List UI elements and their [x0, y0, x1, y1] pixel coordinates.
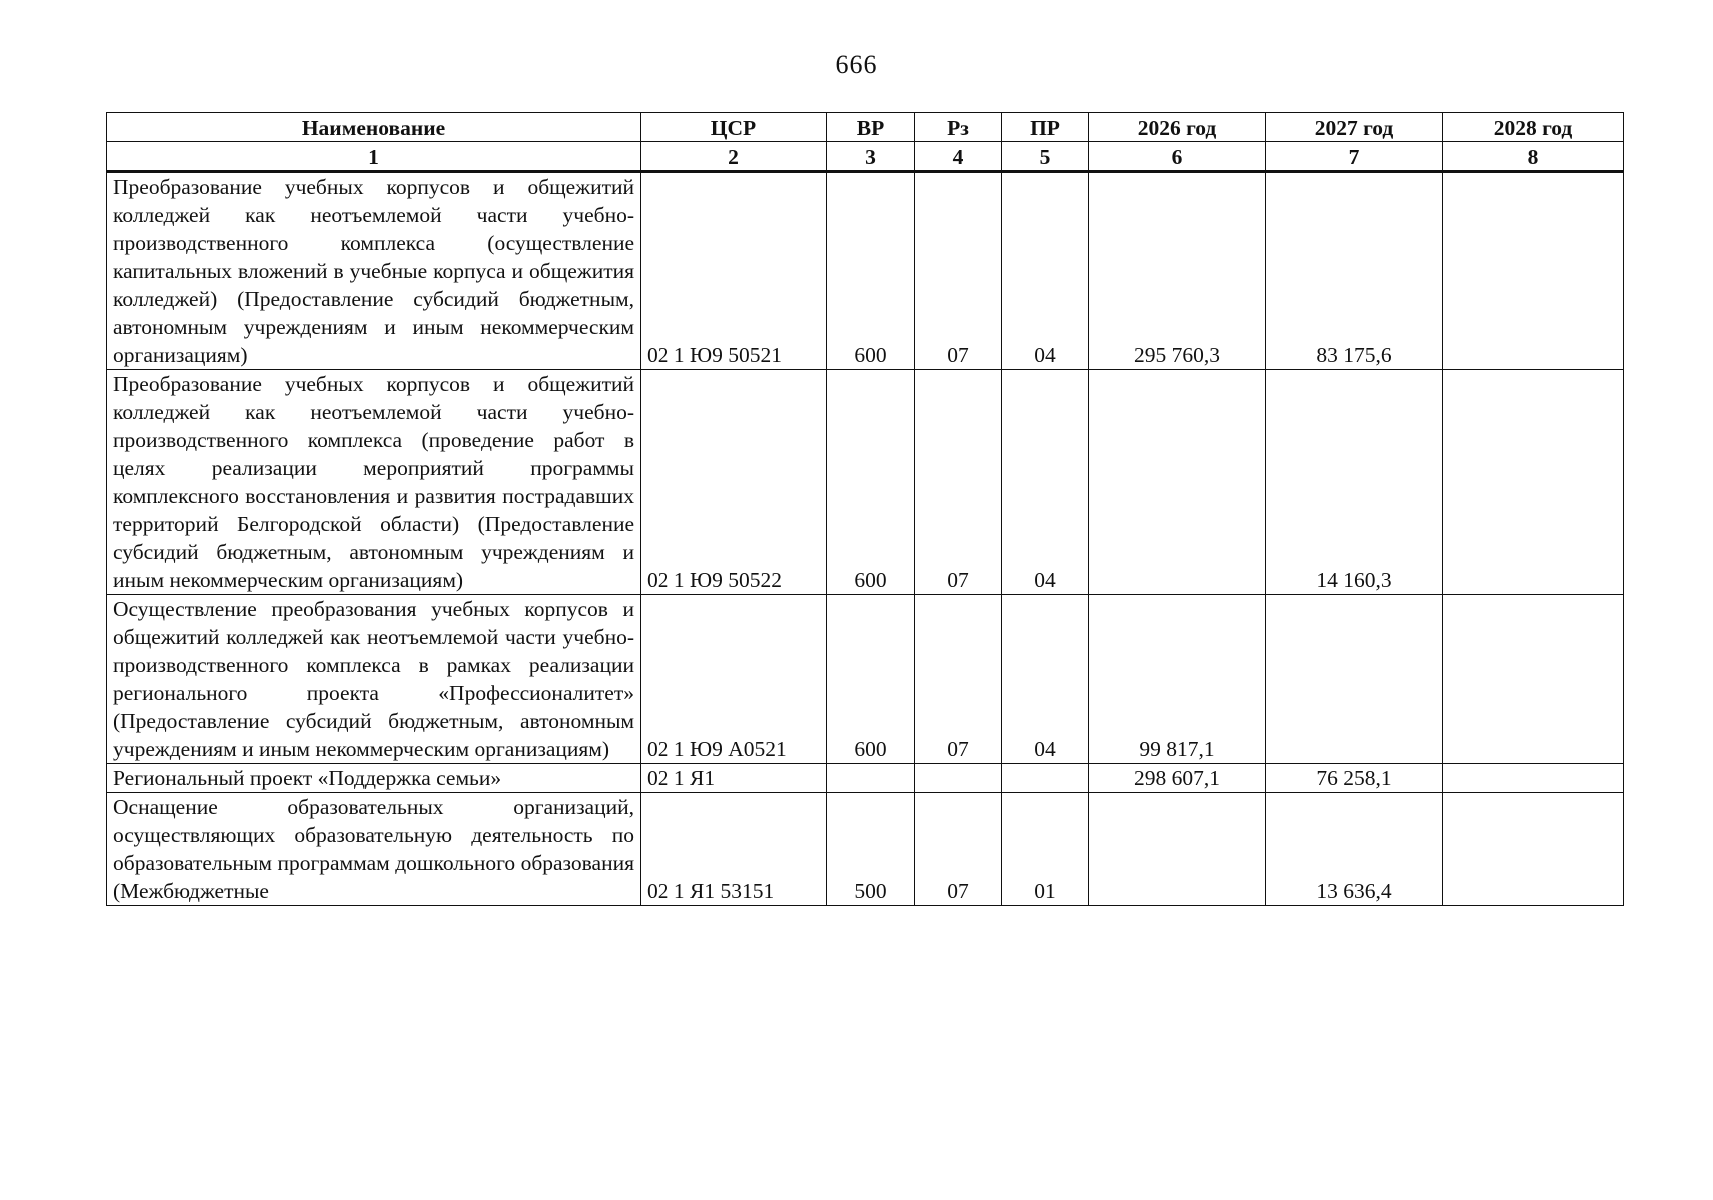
row-vr: 600 [827, 172, 915, 370]
row-amount-2027: 83 175,6 [1266, 172, 1443, 370]
row-amount-2026: 295 760,3 [1089, 172, 1266, 370]
row-name: Оснащение образовательных организаций, осуществляющих образовательную деятельность по образовательным программам дошкольного образования (Межбюджетные [107, 793, 641, 906]
header-row [107, 113, 1624, 142]
row-rz: 07 [915, 172, 1002, 370]
row-amount-2028 [1443, 370, 1624, 595]
table-row [107, 595, 1624, 764]
column-number: 8 [1443, 142, 1624, 172]
header-pr: ПР [1002, 113, 1089, 142]
header-csr: ЦСР [641, 113, 827, 142]
column-number: 4 [915, 142, 1002, 172]
row-rz: 07 [915, 595, 1002, 764]
header-rz: Рз [915, 113, 1002, 142]
page-number: 666 [835, 50, 878, 79]
row-name: Осуществление преобразования учебных корпусов и общежитий колледжей как неотъемлемой части учебно-производственного комплекса в рамках реализации регионального проекта «Профессионалитет» (Предоставление субсидий бюджетным, автономным учреждениям и иным некоммерческим организациям) [107, 595, 641, 764]
row-vr: 600 [827, 595, 915, 764]
row-csr: 02 1 Я1 [641, 764, 827, 793]
column-number: 3 [827, 142, 915, 172]
row-csr: 02 1 Я1 53151 [641, 793, 827, 906]
column-number: 1 [107, 142, 641, 172]
header-vr: ВР [827, 113, 915, 142]
row-pr: 01 [1002, 793, 1089, 906]
header-2027: 2027 год [1266, 113, 1443, 142]
table-row [107, 793, 1624, 906]
header-name: Наименование [107, 113, 641, 142]
row-amount-2028 [1443, 793, 1624, 906]
row-amount-2028 [1443, 595, 1624, 764]
row-name: Преобразование учебных корпусов и общежитий колледжей как неотъемлемой части учебно-производственного комплекса (осуществление капитальных вложений в учебные корпуса и общежития колледжей) (Предоставление субсидий бюджетным, автономным учреждениям и иным некоммерческим организациям) [107, 172, 641, 370]
row-pr [1002, 764, 1089, 793]
row-rz: 07 [915, 793, 1002, 906]
row-amount-2028 [1443, 172, 1624, 370]
column-number: 5 [1002, 142, 1089, 172]
row-amount-2026 [1089, 793, 1266, 906]
table-row [107, 172, 1624, 370]
row-rz: 07 [915, 370, 1002, 595]
row-csr: 02 1 Ю9 50522 [641, 370, 827, 595]
column-number: 7 [1266, 142, 1443, 172]
row-rz [915, 764, 1002, 793]
row-amount-2027 [1266, 595, 1443, 764]
column-number: 6 [1089, 142, 1266, 172]
row-vr: 500 [827, 793, 915, 906]
row-amount-2026: 298 607,1 [1089, 764, 1266, 793]
row-amount-2026: 99 817,1 [1089, 595, 1266, 764]
table-row [107, 764, 1624, 793]
column-number: 2 [641, 142, 827, 172]
row-vr [827, 764, 915, 793]
row-amount-2026 [1089, 370, 1266, 595]
row-pr: 04 [1002, 370, 1089, 595]
header-2026: 2026 год [1089, 113, 1266, 142]
row-name: Региональный проект «Поддержка семьи» [107, 764, 641, 793]
row-pr: 04 [1002, 172, 1089, 370]
row-pr: 04 [1002, 595, 1089, 764]
row-csr: 02 1 Ю9 50521 [641, 172, 827, 370]
row-vr: 600 [827, 370, 915, 595]
row-amount-2027: 76 258,1 [1266, 764, 1443, 793]
row-amount-2028 [1443, 764, 1624, 793]
table-row [107, 370, 1624, 595]
budget-table [106, 112, 1624, 906]
row-amount-2027: 14 160,3 [1266, 370, 1443, 595]
row-name: Преобразование учебных корпусов и общежитий колледжей как неотъемлемой части учебно-производственного комплекса (проведение работ в целях реализации мероприятий программы комплексного восстановления и развития пострадавших территорий Белгородской области) (Предоставление субсидий бюджетным, автономным учреждениям и иным некоммерческим организациям) [107, 370, 641, 595]
row-amount-2027: 13 636,4 [1266, 793, 1443, 906]
column-number-row [107, 142, 1624, 172]
header-2028: 2028 год [1443, 113, 1624, 142]
row-csr: 02 1 Ю9 А0521 [641, 595, 827, 764]
